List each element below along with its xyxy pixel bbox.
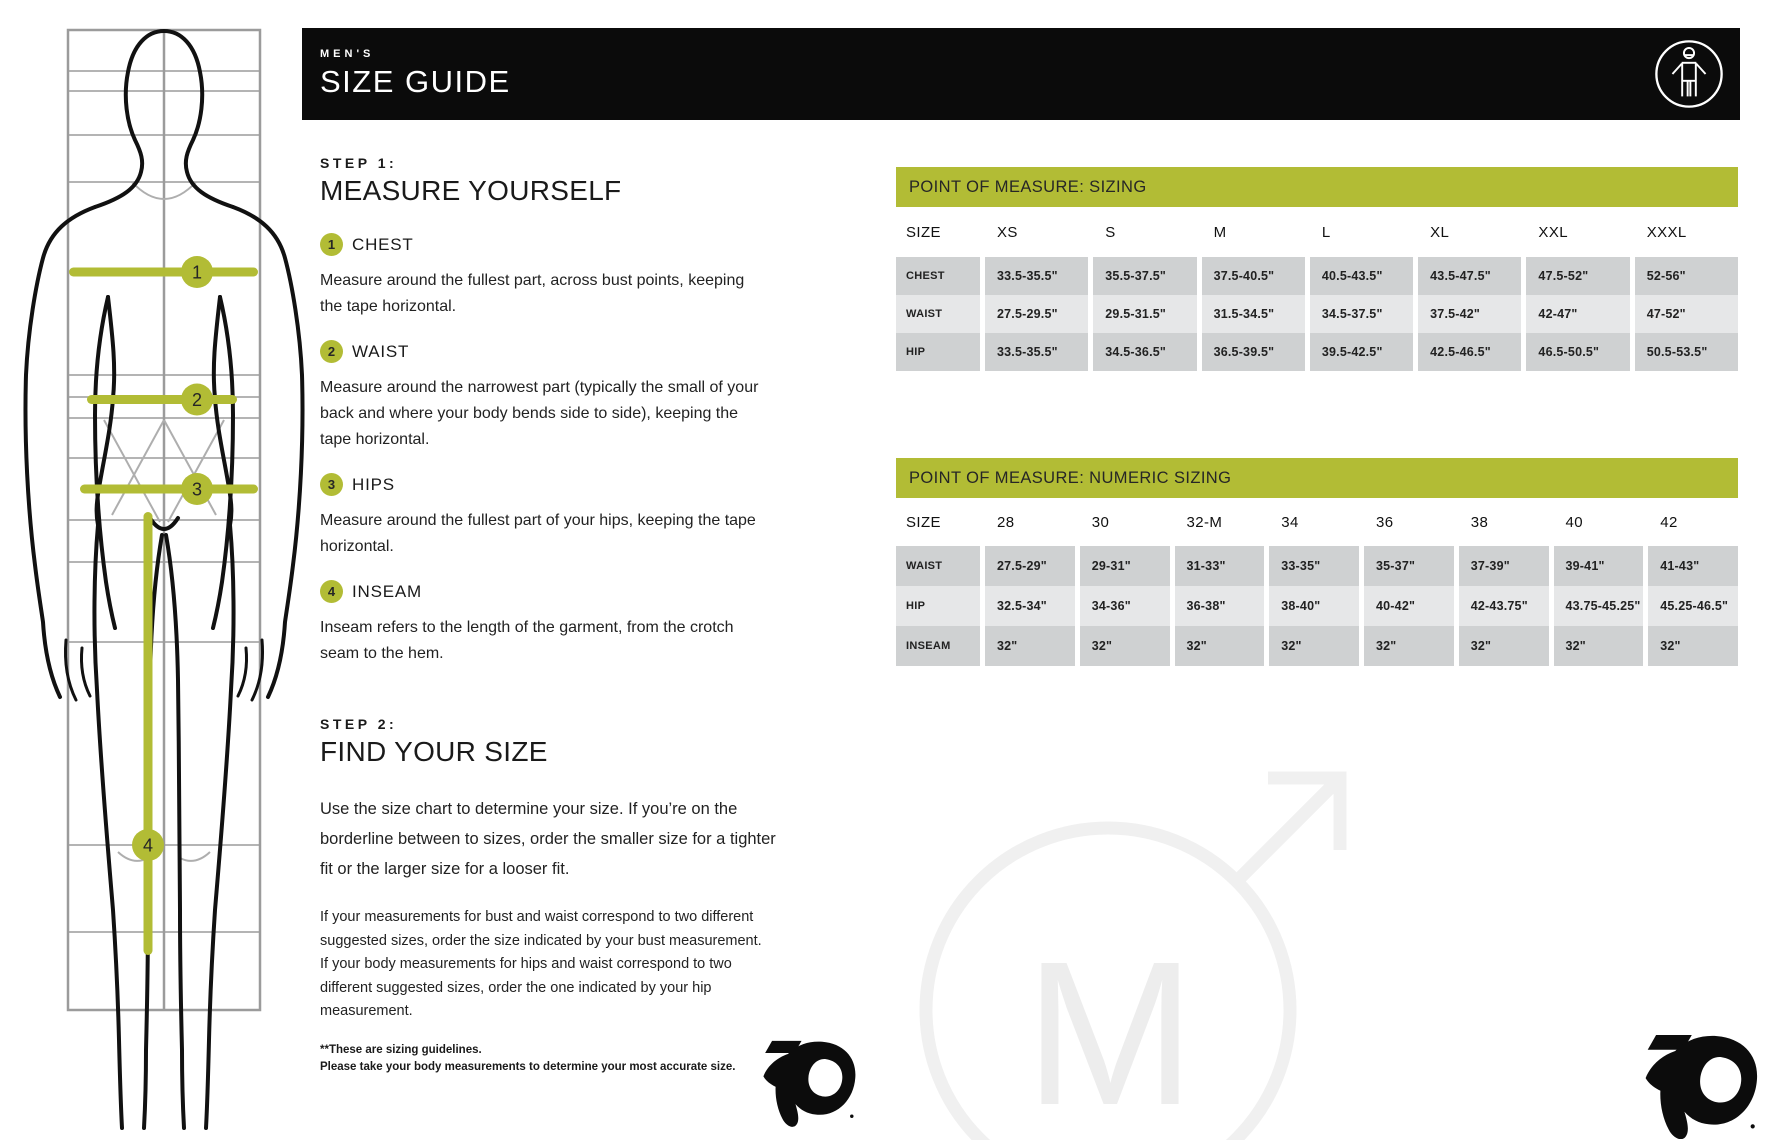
- step1-label: STEP 1:: [320, 155, 398, 171]
- measurement-cell: 43.75-45.25": [1554, 586, 1644, 626]
- column-header: 36: [1364, 498, 1454, 546]
- column-header: 38: [1459, 498, 1549, 546]
- measurement-cell: 29-31": [1080, 546, 1170, 586]
- measurement-cell: 32": [985, 626, 1075, 666]
- measurement-cell: 36-38": [1175, 586, 1265, 626]
- measurement-cell: 32": [1080, 626, 1170, 666]
- step2-label: STEP 2:: [320, 716, 398, 732]
- numeric-sizing-table-grid: [896, 498, 1738, 666]
- inseam-item-desc: Inseam refers to the length of the garment, from the crotch seam to the hem.: [320, 619, 734, 662]
- row-label: INSEAM: [896, 626, 980, 666]
- table-row: [896, 257, 1738, 295]
- measurement-cell: 33-35": [1269, 546, 1359, 586]
- column-header: 34: [1269, 498, 1359, 546]
- sizing-table: [896, 167, 1738, 371]
- column-header: 40: [1554, 498, 1644, 546]
- measurement-figure: [0, 0, 312, 1140]
- measurement-cell: 34.5-37.5": [1310, 295, 1413, 333]
- measurement-cell: 36.5-39.5": [1202, 333, 1305, 371]
- column-header: S: [1093, 207, 1196, 257]
- table-row: [896, 295, 1738, 333]
- measurement-cell: 43.5-47.5": [1418, 257, 1521, 295]
- header-eyebrow: MEN'S: [320, 48, 375, 60]
- measure-item-waist: [320, 340, 772, 453]
- measurement-cell: 27.5-29": [985, 546, 1075, 586]
- inseam-number-badge: 4: [320, 580, 343, 603]
- measurement-cell: 42-47": [1526, 295, 1629, 333]
- measure-item-chest: [320, 233, 772, 320]
- waist-item-name: WAIST: [352, 341, 410, 361]
- marker-label-2: 2: [191, 390, 203, 410]
- column-header: XL: [1418, 207, 1521, 257]
- measurement-cell: 47.5-52": [1526, 257, 1629, 295]
- measurement-cell: 34-36": [1080, 586, 1170, 626]
- marker-label-4: 4: [142, 835, 154, 856]
- pearl-izumi-logo: [1633, 1034, 1759, 1139]
- column-header: 32-M: [1175, 498, 1265, 546]
- measurement-cell: 41-43": [1648, 546, 1738, 586]
- waist-measure-line: [87, 395, 237, 404]
- table-row: [896, 333, 1738, 371]
- measurement-cell: 32.5-34": [985, 586, 1075, 626]
- column-header: XXXL: [1635, 207, 1738, 257]
- header-bar: [302, 28, 1740, 120]
- measurement-cell: 27.5-29.5": [985, 295, 1088, 333]
- column-header: 30: [1080, 498, 1170, 546]
- measurement-cell: 39.5-42.5": [1310, 333, 1413, 371]
- numeric-sizing-table-title: POINT OF MEASURE: NUMERIC SIZING: [896, 458, 1738, 498]
- male-symbol-watermark: [888, 668, 1452, 1140]
- measurement-cell: 47-52": [1635, 295, 1738, 333]
- measurement-cell: 33.5-35.5": [985, 257, 1088, 295]
- measurement-cell: 32": [1554, 626, 1644, 666]
- footnote-line-2: Please take your body measurements to determine your most accurate size.: [320, 1060, 736, 1073]
- watermark-letter: M: [1024, 919, 1196, 1140]
- marker-label-1: 1: [191, 262, 203, 283]
- header-text: [302, 48, 511, 100]
- measurement-cell: 38-40": [1269, 586, 1359, 626]
- inseam-item-name: INSEAM: [352, 581, 422, 601]
- waist-number-badge: 2: [320, 340, 343, 363]
- row-label: WAIST: [896, 546, 980, 586]
- numeric-sizing-table: [896, 458, 1738, 666]
- column-header: XS: [985, 207, 1088, 257]
- person-in-circle-icon: [1652, 37, 1726, 111]
- measurement-cell: 37.5-42": [1418, 295, 1521, 333]
- measurement-cell: 32": [1459, 626, 1549, 666]
- measurement-cell: 34.5-36.5": [1093, 333, 1196, 371]
- measurement-cell: 45.25-46.5": [1648, 586, 1738, 626]
- find-size-paragraph: Use the size chart to determine your size. If you’re on the borderline between to sizes, order the smaller size for a tighter fit or the larger size for a looser fit.: [320, 800, 776, 878]
- table-header-row: [896, 207, 1738, 257]
- row-label: WAIST: [896, 295, 980, 333]
- column-header: SIZE: [896, 207, 980, 257]
- step1-title: MEASURE YOURSELF: [320, 175, 622, 206]
- sizing-table-title: POINT OF MEASURE: SIZING: [896, 167, 1738, 207]
- table-row: [896, 546, 1738, 586]
- table-header-row: [896, 498, 1738, 546]
- measurement-cell: 33.5-35.5": [985, 333, 1088, 371]
- measurement-cell: 42-43.75": [1459, 586, 1549, 626]
- row-label: HIP: [896, 586, 980, 626]
- hips-number-badge: 3: [320, 473, 343, 496]
- chest-item-desc: Measure around the fullest part, across bust points, keeping the tape horizontal.: [320, 272, 745, 315]
- hips-measure-line: [80, 485, 258, 494]
- measure-items: [320, 233, 772, 667]
- measurement-cell: 39-41": [1554, 546, 1644, 586]
- measurement-cell: 37-39": [1459, 546, 1549, 586]
- table-row: [896, 586, 1738, 626]
- waist-item-desc: Measure around the narrowest part (typically the small of your back and where your body bends side to side), keeping the tape horizontal.: [320, 379, 759, 448]
- row-label: HIP: [896, 333, 980, 371]
- sizing-table-grid: [896, 207, 1738, 371]
- measurement-cell: 35-37": [1364, 546, 1454, 586]
- measurement-cell: 32": [1648, 626, 1738, 666]
- chest-item-name: CHEST: [352, 234, 414, 254]
- measurement-cell: 31.5-34.5": [1202, 295, 1305, 333]
- measurement-cell: 50.5-53.5": [1635, 333, 1738, 371]
- measurement-cell: 46.5-50.5": [1526, 333, 1629, 371]
- inseam-measure-line: [144, 512, 153, 955]
- measurement-cell: 37.5-40.5": [1202, 257, 1305, 295]
- step2-title: FIND YOUR SIZE: [320, 736, 548, 767]
- table-row: [896, 626, 1738, 666]
- column-header: 42: [1648, 498, 1738, 546]
- measurement-cell: 32": [1269, 626, 1359, 666]
- column-header: XXL: [1526, 207, 1629, 257]
- column-header: 28: [985, 498, 1075, 546]
- measurement-cell: 35.5-37.5": [1093, 257, 1196, 295]
- column-header: M: [1202, 207, 1305, 257]
- page-title: SIZE GUIDE: [320, 64, 511, 99]
- measurement-cell: 32": [1175, 626, 1265, 666]
- column-header: SIZE: [896, 498, 980, 546]
- measurement-cell: 42.5-46.5": [1418, 333, 1521, 371]
- between-sizes-paragraph: If your measurements for bust and waist correspond to two different suggested sizes, order the size indicated by your bust measurement. If your body measurements for hips and waist correspond to two different suggested sizes, order the one indicated by your hip measurement.: [320, 909, 762, 1019]
- measure-item-inseam: [320, 580, 772, 667]
- measurement-cell: 40.5-43.5": [1310, 257, 1413, 295]
- sizing-footnote: [320, 1042, 780, 1076]
- measure-item-hips: [320, 473, 772, 560]
- chest-number-badge: 1: [320, 233, 343, 256]
- body-diagram: [0, 0, 312, 1140]
- column-header: L: [1310, 207, 1413, 257]
- row-label: CHEST: [896, 257, 980, 295]
- measurement-cell: 31-33": [1175, 546, 1265, 586]
- step2-section: [320, 716, 780, 1076]
- hips-item-desc: Measure around the fullest part of your hips, keeping the tape horizontal.: [320, 512, 756, 555]
- step1-section: [320, 155, 772, 687]
- measurement-cell: 29.5-31.5": [1093, 295, 1196, 333]
- chest-measure-line: [69, 268, 258, 277]
- footnote-line-1: **These are sizing guidelines.: [320, 1043, 482, 1056]
- measurement-cell: 52-56": [1635, 257, 1738, 295]
- measurement-cell: 40-42": [1364, 586, 1454, 626]
- hips-item-name: HIPS: [352, 474, 395, 494]
- marker-label-3: 3: [191, 479, 203, 500]
- measurement-cell: 32": [1364, 626, 1454, 666]
- pearl-izumi-logo: [753, 1040, 857, 1127]
